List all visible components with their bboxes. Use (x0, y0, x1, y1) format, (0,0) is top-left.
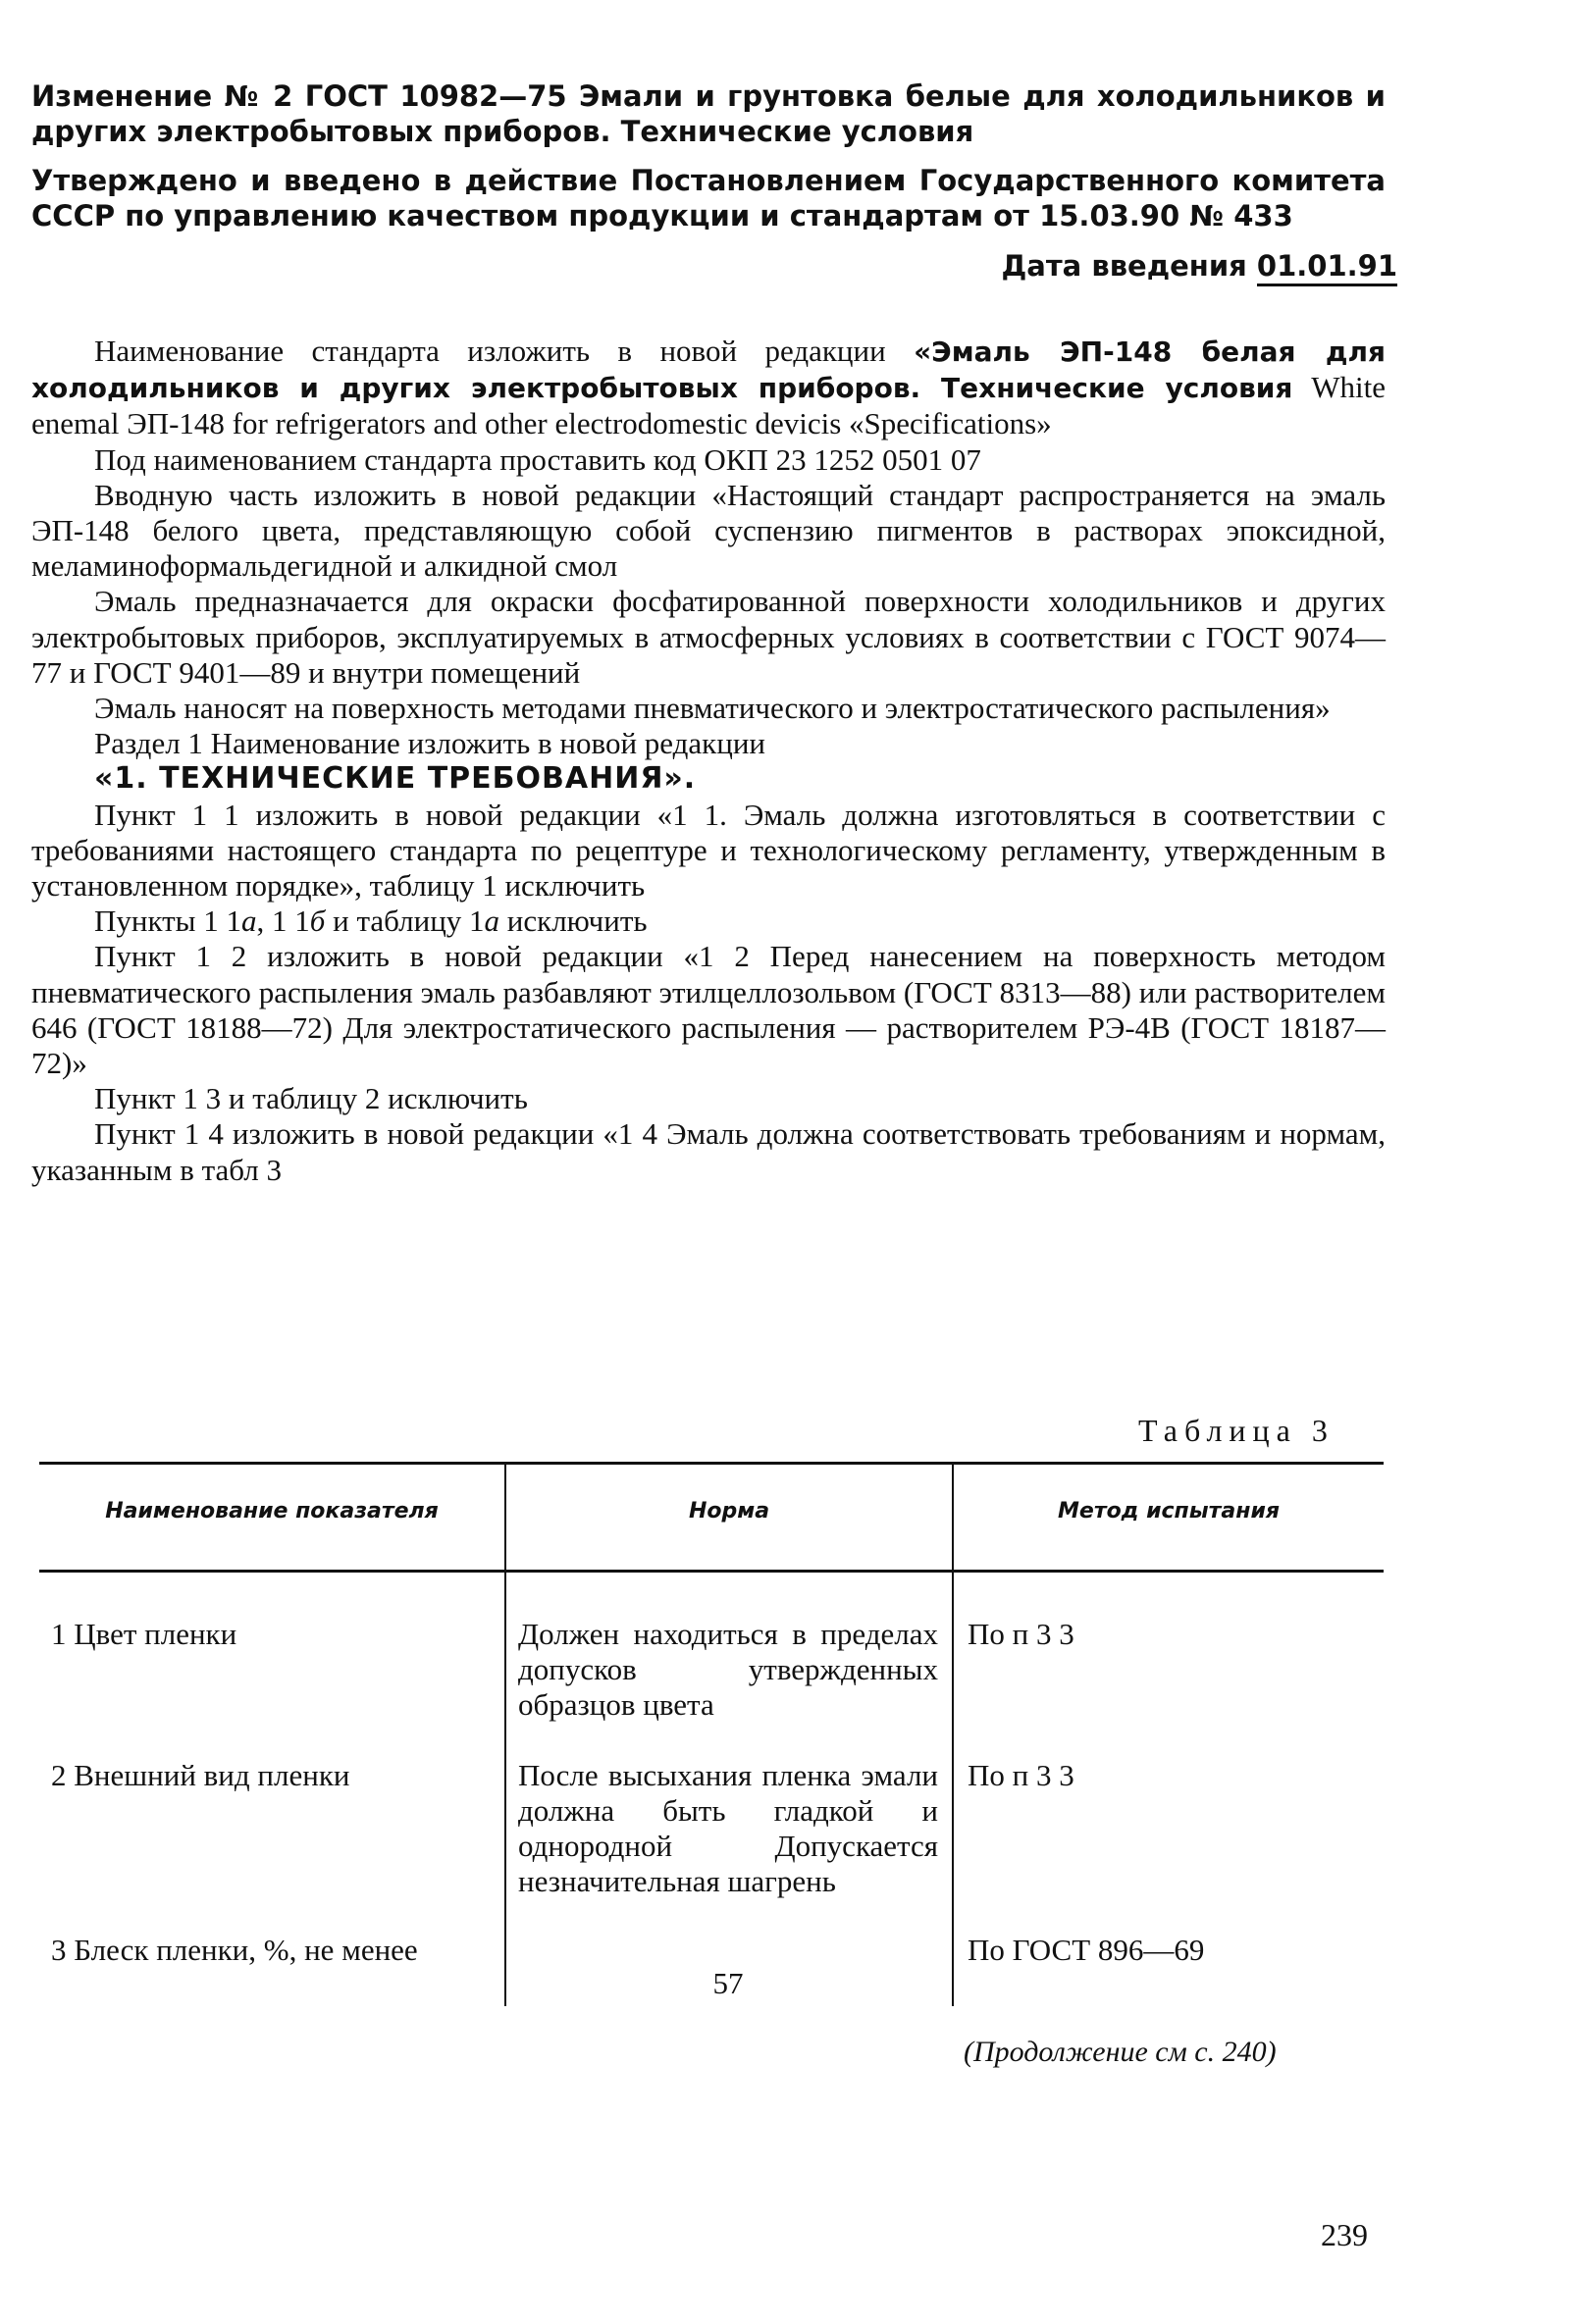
document-body (31, 334, 1386, 1188)
row-3-method: По ГОСТ 896—69 (968, 1933, 1205, 1967)
paragraph-point-1-3: Пункт 1 3 и таблицу 2 исключить (94, 1081, 528, 1116)
row-2-method: По п 3 3 (968, 1758, 1074, 1792)
p8-d: б (309, 904, 326, 939)
row-3-norm: 57 (712, 1966, 744, 2000)
document-page (31, 78, 1397, 1188)
table-caption: Таблица 3 (1138, 1413, 1335, 1448)
row-1-name: 1 Цвет пленки (51, 1617, 237, 1651)
p8-b: а (241, 904, 257, 939)
table-column-divider (952, 1462, 954, 2006)
table-column-divider (504, 1462, 506, 2006)
p1-english-text: White enemal ЭП-148 for refrigerators and other electrodomestic devicis «Specifications» (31, 370, 1387, 441)
change-title: Изменение № 2 ГОСТ 10982—75 Эмали и грунтовка белые для холодильников и других электробытовых приборов. Технические условия (31, 79, 1386, 148)
column-header-norm: Норма (688, 1499, 770, 1524)
table-header-rule (39, 1570, 1384, 1573)
effective-date (31, 249, 1397, 283)
row-1-norm: Должен находиться в пределах допусков утвержденных образцов цвета (518, 1617, 938, 1722)
paragraph-application: Эмаль наносят на поверхность методами пневматического и электростатического распыления» (94, 691, 1331, 726)
p8-e: и таблицу 1 (325, 904, 485, 939)
paragraph-point-1-2: Пункт 1 2 изложить в новой редакции «1 2 Перед нанесением на поверхность методом пневматического распыления эмаль разбавляют этилцеллозольвом (ГОСТ 8313—88) или растворителем 646 (ГОСТ 18188—72) Для электростатического распыления — растворителем РЭ-4В (ГОСТ 18187—72)» (31, 939, 1386, 1081)
paragraph-intro: Вводную часть изложить в новой редакции «Настоящий стандарт распространяется на эмаль ЭП-148 белого цвета, представляющую собой суспензию пигментов в растворах эпоксидной, меламиноформальдегидной и алкидной смол (31, 477, 1386, 584)
p8-f: а (484, 904, 500, 939)
paragraph-point-1-4: Пункт 1 4 изложить в новой редакции «1 4 Эмаль должна соответствовать требованиям и нормам, указанным в табл 3 (31, 1116, 1386, 1187)
p8-a: Пункты 1 1 (94, 904, 242, 939)
row-1-method: По п 3 3 (968, 1617, 1074, 1651)
approval-statement: Утверждено и введено в действие Постановлением Государственного комитета СССР по управлению качеством продукции и стандартам от 15.03.90 № 433 (31, 164, 1386, 232)
page-number: 239 (1321, 2217, 1368, 2252)
section-title: «1. ТЕХНИЧЕСКИЕ ТРЕБОВАНИЯ». (94, 761, 697, 797)
column-header-indicator: Наименование показателя (105, 1499, 439, 1524)
p8-c: , 1 1 (256, 904, 310, 939)
paragraph-purpose: Эмаль предназначается для окраски фосфатированной поверхности холодильников и других электробытовых приборов, эксплуатируемых в атмосферных условиях в соответствии с ГОСТ 9074—77 и ГОСТ 9401—89 и внутри помещений (31, 584, 1386, 690)
p8-g: исключить (499, 904, 648, 939)
p1-bold-text: «Эмаль ЭП-148 белая для холодильников и других электробытовых приборов. Технические условия (31, 336, 1387, 405)
column-header-method: Метод испытания (1058, 1499, 1280, 1524)
p1-text: Наименование стандарта изложить в новой редакции (94, 334, 915, 368)
row-2-norm: После высыхания пленка эмали должна быть гладкой и однородной Допускается незначительная шагрень (518, 1758, 938, 1898)
paragraph-okp-code: Под наименованием стандарта проставить код ОКП 23 1252 0501 07 (94, 441, 981, 477)
paragraph-title-change (31, 334, 1386, 442)
paragraph-section-1: Раздел 1 Наименование изложить в новой редакции (94, 726, 765, 761)
table-top-rule (39, 1462, 1384, 1465)
row-3-name: 3 Блеск пленки, %, не менее (51, 1933, 418, 1967)
effective-date-label: Дата введения (1001, 249, 1247, 283)
paragraph-points-excluded (31, 904, 1386, 939)
requirements-table (39, 1462, 1384, 2006)
effective-date-value: 01.01.91 (1257, 249, 1397, 286)
paragraph-point-1-1: Пункт 1 1 изложить в новой редакции «1 1. Эмаль должна изготовляться в соответствии с требованиями настоящего стандарта по рецептуре и технологическому регламенту, утвержденным в установленном порядке», таблицу 1 исключить (31, 797, 1386, 904)
continuation-note: (Продолжение см с. 240) (964, 2036, 1277, 2068)
row-2-name: 2 Внешний вид пленки (51, 1758, 350, 1792)
